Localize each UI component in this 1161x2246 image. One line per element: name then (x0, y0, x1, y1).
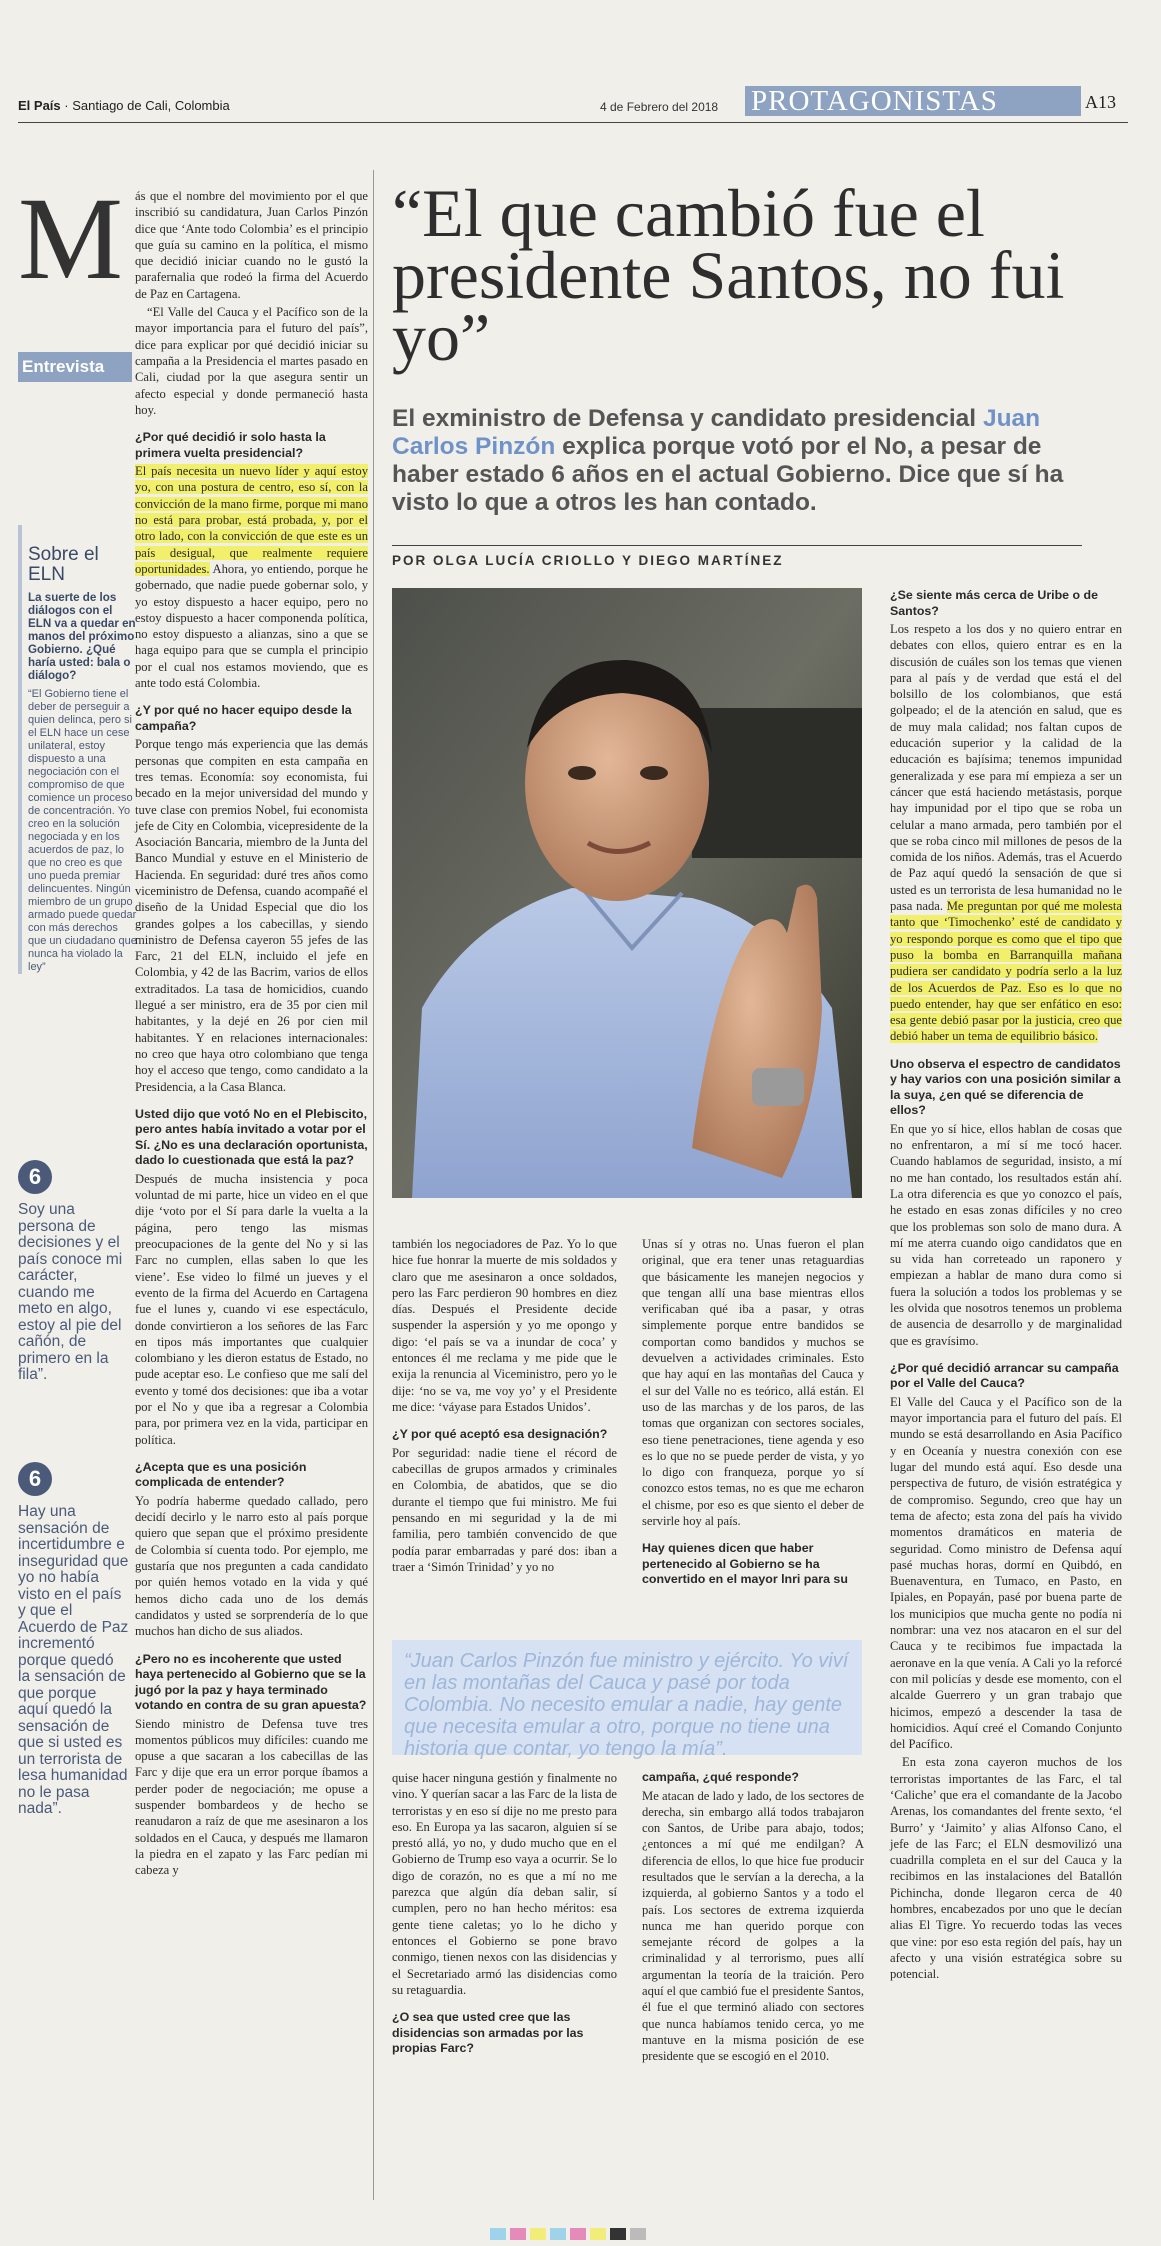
page-number: A13 (1085, 92, 1116, 112)
city: Santiago de Cali, Colombia (72, 98, 230, 113)
deck-text: El exministro de Defensa y candidato presidencial (392, 405, 977, 432)
pullquote (18, 1462, 130, 1818)
sidebar-eln (18, 525, 138, 974)
question: ¿Por qué decidió arrancar su campaña por el Valle del Cauca? (890, 1360, 1119, 1391)
column-2 (392, 1236, 617, 1577)
sidebar-lead: La suerte de los diálogos con el ELN va a quedar en manos del próximo Gobierno. ¿Qué haría usted: bala o diálogo? (28, 591, 136, 682)
answer: Por seguridad: nadie tiene el récord de cabecillas de grupos armados y criminales en Colombia, de abatidos, que se dio durante el tiempo que fui ministro. Me fui pensando en mi seguridad y la de mi familia, pero también convencido de que podía parar embarradas y paré dos: iban a traer a ‘Simón Trinidad’ y yo no (392, 1445, 617, 1574)
question: ¿Se siente más cerca de Uribe o de Santos? (890, 588, 1098, 618)
header-rule (18, 122, 1128, 123)
column-2-lower (392, 1770, 617, 2059)
print-color-swatch (630, 2228, 646, 2240)
answer: En esta zona cayeron muchos de los terroristas importantes de las Farc, el tal ‘Caliche’ que era el comandante de la Jacobo Arenas, los comandantes del frente sexto, ‘el Burro’ y ‘Jaimito’ y alias Alfonso Cano, el jefe de las Farc; el ELN desmovilizó una cuadrilla completa en el sur del Cauca y la recibimos en las instalaciones del Batallón Pichincha, donde llegaron cerca de 40 hombres, encabezados por uno que le decían alias El Tigre. Yo recuerdo todas las veces que vine: por eso esta región del país, hay un afecto y una visión estratégica sobre su potencial. (890, 1755, 1122, 1982)
question: ¿Pero no es incoherente que usted haya pertenecido al Gobierno que se la jugó por la paz y haya terminado votando en contra de su gran apuesta? (135, 1651, 367, 1713)
answer: En que yo sí hice, ellos hablan de cosas que no enfrentaron, a mí sí me tocó hacer. Cuando hablamos de seguridad, insisto, a mí no me han contado, los resultados están ahí. La otra diferencia es que yo conozco el país, he estado en esas zonas difíciles y no creo que los problemas son solo de mano dura. A mí me aterra cuando oigo candidatos que en su vida han correteado un raponero y empiezan a hablar de mano dura como si fuera la solución a todos los problemas y se les olvida que nosotros tenemos un problema de ausencia de desarrollo y de marginalidad que es gravísimo. (890, 1121, 1122, 1348)
highlighted-text: Me preguntan por qué me molesta tanto que ‘Timochenko’ esté de candidato y yo respondo porque es como que el tipo que puso la bomba en Barranquilla mañana pudiera ser candidato y podría serlo a la luz de los Acuerdos de Paz. Eso es lo que no puedo entender, hay que ser enfático en eso: esa gente debió pasar por la justicia, creo que debió haber un tema de equilibrio básico. (890, 899, 1122, 1044)
answer: El Valle del Cauca y el Pacífico son de la mayor importancia para el futuro del país. El mundo se está desarrollando en Asia Pacífico y en Oceanía y nuestra conexión con ese lugar del mundo está aquí. Eso desde una perspectiva de futuro, de visión estratégica y de compromiso. Segundo, creo que hay un tema de afecto; esta zona del país ha vivido momentos dramáticos en materia de seguridad. Como ministro de Defensa aquí pasé muchas horas, dormí en Quibdó, en Buenaventura, en Tumaco, en Pasto, en Ipiales, en Popayán, pasé por buena parte de los municipios que mucha gente no podía ni nombrar: una vez nos atacaron en el sur del Cauca y te recibimos fue impactada la aeronave en la que venía. A Cali yo la reforcé con mil policías y desde ese momento, con el alcalde Guerrero y un gran trabajo que hicimos, empezó a descender la tasa de homicidios. Aquí creé el Comando Conjunto del Pacífico. (890, 1394, 1122, 1752)
section-label: PROTAGONISTAS (745, 86, 1081, 116)
question: campaña, ¿qué responde? (642, 1770, 799, 1784)
pullquote-text: Soy una persona de decisiones y el país conoce mi carácter, cuando me meto en algo, estoy al pie del cañón, de primero en la fila”. (18, 1201, 123, 1383)
question: ¿Por qué decidió ir solo hasta la primera vuelta presidencial? (135, 430, 326, 460)
answer (135, 463, 368, 691)
deck-text: explica porque votó por el No, a pesar de haber estado 6 años en el actual Gobierno. Dice que sí ha visto lo que a otros les han contado. (392, 433, 1064, 516)
column-divider (373, 170, 374, 2200)
question: ¿Y por qué no hacer equipo desde la campaña? (135, 703, 352, 733)
answer: también los negociadores de Paz. Yo lo que hice fue honrar la muerte de mis soldados y claro que me asesinaron a once soldados, pero las Farc perdieron 90 hombres en diez días. Después el Presidente decide suspender la aspersión y yo me opongo y digo: ‘el país se va a inundar de coca’ y entonces él me reclama y me pide que le exija la renuncia al Viceministro, pero yo le dije: ‘no se va, me voy yo’ y el Presidente me dice: ‘váyase para Estados Unidos’. (392, 1237, 617, 1414)
question: Uno observa el espectro de candidatos y hay varios con una posición similar a la suya, ¿en qué se diferencia de ellos? (890, 1056, 1121, 1118)
column-1 (135, 188, 368, 1881)
drop-cap: M (18, 173, 123, 304)
portrait-image (392, 588, 862, 1198)
print-color-swatch (490, 2228, 506, 2240)
paragraph: “El Valle del Cauca y el Pacífico son de la mayor importancia para el futuro del país”, dice para explicar por qué decidió iniciar su campaña a la Presidencia el martes pasado en Cali, ciudad por la que asegura sentir un afecto especial y donde permaneció hasta hoy. (135, 305, 368, 417)
masthead: El País · Santiago de Cali, Colombia (18, 98, 230, 113)
print-color-swatch (550, 2228, 566, 2240)
answer: Siendo ministro de Defensa tuve tres momentos públicos muy difíciles: cuando me opuse a que sacaran a los cabecillas de las Farc y dije que era un error porque íbamos a perder poder de negociación; me opuse a suspender bombardeos y de hecho se reanudaron a raíz de que me asesinaron a los soldados en el Cauca, y después me llamaron la piedra en el zapato y las Farc pedían mi cabeza y (135, 1716, 368, 1878)
column-3-lower (642, 1770, 864, 2067)
pullquote-text: Hay una sensación de incertidumbre e inseguridad que yo no había visto en el país y que el Acuerdo de Paz incrementó porque quedó la sensación de que porque aquí quedó la sensación de que si usted es un terrorista de lesa humanidad no le pasa nada”. (18, 1503, 129, 1817)
portrait-photo (392, 588, 862, 1198)
column-4 (890, 588, 1122, 1985)
highlighted-text: El país necesita un nuevo líder y aquí estoy yo, con una postura de centro, eso sí, con la convicción de la mano firme, porque mi mano no está para probar, está probada, y, por el otro lado, con la convicción de que este es un país desigual, que realmente requiere oportunidades. (135, 464, 368, 576)
quote-icon: 6 (18, 1160, 52, 1194)
answer (890, 621, 1122, 1045)
print-color-swatch (590, 2228, 606, 2240)
print-color-swatch (570, 2228, 586, 2240)
intro-paragraph: ás que el nombre del movimiento por el que inscribió su candidatura, Juan Carlos Pinzón dice que ‘Ante todo Colombia’ es el principio que guía su camino en la política, el mismo que decidió iniciar cuando no le gustó la parafernalia que rodeó la firma del Acuerdo de Paz en Cartagena. (135, 189, 368, 301)
answer-text: Ahora, yo entiendo, porque he gobernado, que nadie puede gobernar solo, y yo estoy dispuesto a hacer equipo, pero no estoy dispuesto a hacer componenda política, no estoy dispuesto a alianzas, sino a que se haga equipo para que se cumpla el principio por el cual nos estamos moviendo, que es ante todo está Colombia. (135, 561, 368, 691)
question: ¿O sea que usted cree que las disidencias son armadas por las propias Farc? (392, 2010, 584, 2056)
print-color-swatch (510, 2228, 526, 2240)
question: Usted dijo que votó No en el Plebiscito, pero antes había invitado a votar por el Sí. ¿No es una declaración oportunista, dado lo cuestionada que está la paz? (135, 1106, 368, 1168)
sidebar-title: Sobre el ELN (28, 544, 99, 585)
interview-label: Entrevista (18, 352, 132, 382)
paper-name: El País (18, 98, 61, 113)
answer: Porque tengo más experiencia que las demás personas que compiten en esta campaña en tres temas. Economía: soy economista, fui becado en la mejor universidad del mundo y tuve clase con premios Nobel, fui economista jefe de City en Colombia, vicepresidente de la Asociación Bancaria, miembro de la Junta del Banco Mundial y estuve en el Ministerio de Hacienda. En seguridad: duré tres años como viceministro de Defensa, cuando acompañé el diseño de la Unidad Especial que dio los grandes golpes a los cabecillas, y siendo ministro de Defensa cayeron 55 jefes de las Farc, 21 del ELN, incluido el jefe en Colombia, y 42 de las Bacrim, varios de ellos extraditados. La tasa de homicidios, cuando llegué a ser ministro, era de 35 por cien mil habitantes, y la dejé en 26 por cien mil habitantes. Y en relaciones internacionales: no creo que haya otro colombiano que tenga hoy el acceso que tengo, como candidato a la Presidencia, a la Casa Blanca. (135, 737, 368, 1094)
deck (392, 405, 1082, 517)
answer: Yo podría haberme quedado callado, pero decidí decirlo y le narro esto al país porque quiero que sepan que el próximo presidente de Colombia sí cuenta todo. Por ejemplo, me gustaría que nos pregunten a cada candidato por quién hemos votado en la vida y qué hemos dicho cada uno de los demás candidatos y usted se sorprendería de lo que muchos han dicho de sus aliados. (135, 1493, 368, 1639)
print-color-swatch (610, 2228, 626, 2240)
sidebar-body: “El Gobierno tiene el deber de perseguir a quien delinca, pero si el ELN hace un cese unilateral, estoy dispuesto a una negociación con el compromiso de que comience un proceso de concentración. Yo creo en la solución negociada y en los acuerdos de paz, lo que no creo es que uno pueda premiar delincuentes. Ningún miembro de un grupo armado puede quedar con más derechos que un ciudadano que nunca ha violado la ley” (28, 688, 137, 973)
issue-date: 4 de Febrero del 2018 (600, 100, 719, 114)
column-3 (642, 1236, 864, 1590)
answer: Después de mucha insistencia y poca voluntad de mi parte, hice un video en el que dije ‘voto por el Sí para darle la vuelta a la página, pero tengo las mismas preocupaciones de la gente del No y si las Farc no cumplen, ellas saben lo que les viene’. Ese video lo filmé un jueves y el evento de la firma del Acuerdo en Cartagena fue el lunes y, cuando vi ese espectáculo, donde convirtieron a los señores de las Farc en tipos más importantes que cualquier colombiano y les dieron estatus de Estado, no pude aceptar eso. Le confieso que me salí del evento y tomé dos decisiones: que iba a votar por el No y que iba a regresar a Colombia para, por primera vez en la vida, participar en política. (135, 1171, 368, 1447)
print-color-swatch (530, 2228, 546, 2240)
quote-icon: 6 (18, 1462, 52, 1496)
question: Hay quienes dicen que haber pertenecido al Gobierno se ha convertido en el mayor lnri para su (642, 1541, 848, 1587)
highlight-quote: “Juan Carlos Pinzón fue ministro y ejército. Yo viví en las montañas del Cauca y pasé por toda Colombia. No necesito emular a nadie, hay gente que necesita emular a otro, porque no tiene una historia que contar, yo tengo la mía”. (392, 1640, 862, 1755)
byline-rule (392, 545, 1082, 546)
answer: quise hacer ninguna gestión y finalmente no vino. Y querían sacar a las Farc de la lista de terroristas y en eso sí dije no me presto para eso. En Europa ya las sacaron, alguien sí se prestó allá, yo no, y dudo mucho que en el Gobierno de Trump eso vaya a ocurrir. Se lo digo de corazón, no es que a mí no me parezca que algún día deban salir, sí cumplen, pero no han hecho méritos: esa gente tiene caletas; yo lo he dicho y entonces el Gobierno se pone bravo conmigo, tienen nexos con las disidencias y el Secretariado armó las disidencias como su retaguardia. (392, 1771, 617, 1997)
deck-name: Juan Carlos Pinzón (392, 405, 1041, 460)
answer: Me atacan de lado y lado, de los sectores de derecha, sin embargo allá todos trabajaron con Santos, de Uribe para abajo, todos; ¿entonces a mí qué me endilgan? A diferencia de ellos, lo que hice fue producir resultados que le servían a la derecha, a la izquierda, al gobierno Santos y a todo el país. Los sectores de extrema izquierda nunca me han querido porque con semejante récord de golpes a la criminalidad y al terrorismo, pues allí argumentan la teoría de la traición. Pero aquí el que cambió fue el presidente Santos, él fue el que terminó aliado con sectores que nunca habíamos tenido cerca, yo me mantuve en la misma posición de ese presidente que se escogió en el 2010. (642, 1788, 864, 2064)
answer-text: Los respeto a los dos y no quiero entrar en debates con ellos, quiero entrar es en la discusión de cuáles son los temas que vienen para al país y de verdad que está el del bolsillo de los colombianos, que está golpeado; el de la atención en salud, que es de muy mala calidad; nos faltan cupos de educación superior y la calidad de la educación es bajísima; tenemos impunidad generalizada y ese para mí empieza a ser un cáncer que está haciendo metástasis, porque hay impunidad por el tipo que se roba un celular a mano armada, pero también por el que se roba cinco mil millones de pesos de la comida de los niños. Además, tras el Acuerdo de Paz aquí quedó la sensación de que si usted es un terrorista de lesa humanidad no le pasa nada. (890, 622, 1122, 914)
question: ¿Y por qué aceptó esa designación? (392, 1427, 608, 1442)
question: ¿Acepta que es una posición complicada de entender? (135, 1459, 307, 1490)
answer: Unas sí y otras no. Unas fueron el plan original, que era tener unas retaguardias que básicamente les manejen negocios y que tengan allí una base mientras ellos verificaban qué iba a pasar, y otras simplemente porque entre bandidos se comportan como bandidos y muchos se devuelven a actividades criminales. Esto que hay aquí en las montañas del Cauca y el sur del Valle no es teórico, allá están. El uso de las marchas y de los paros, de las tomas que organizan con sectores sociales, eso tiene penetraciones, tiene agenda y eso es lo que no se puede perder de vista, y yo lo digo con franqueza, porque yo sí conozco estos temas, no es que me echaron el chisme, por eso es que siento el deber de servirle hoy al país. (642, 1237, 864, 1529)
headline: “El que cambió fue el presidente Santos, no fui yo” (392, 175, 1065, 375)
pullquote (18, 1160, 130, 1384)
byline: POR OLGA LUCÍA CRIOLLO Y DIEGO MARTÍNEZ (392, 553, 784, 568)
